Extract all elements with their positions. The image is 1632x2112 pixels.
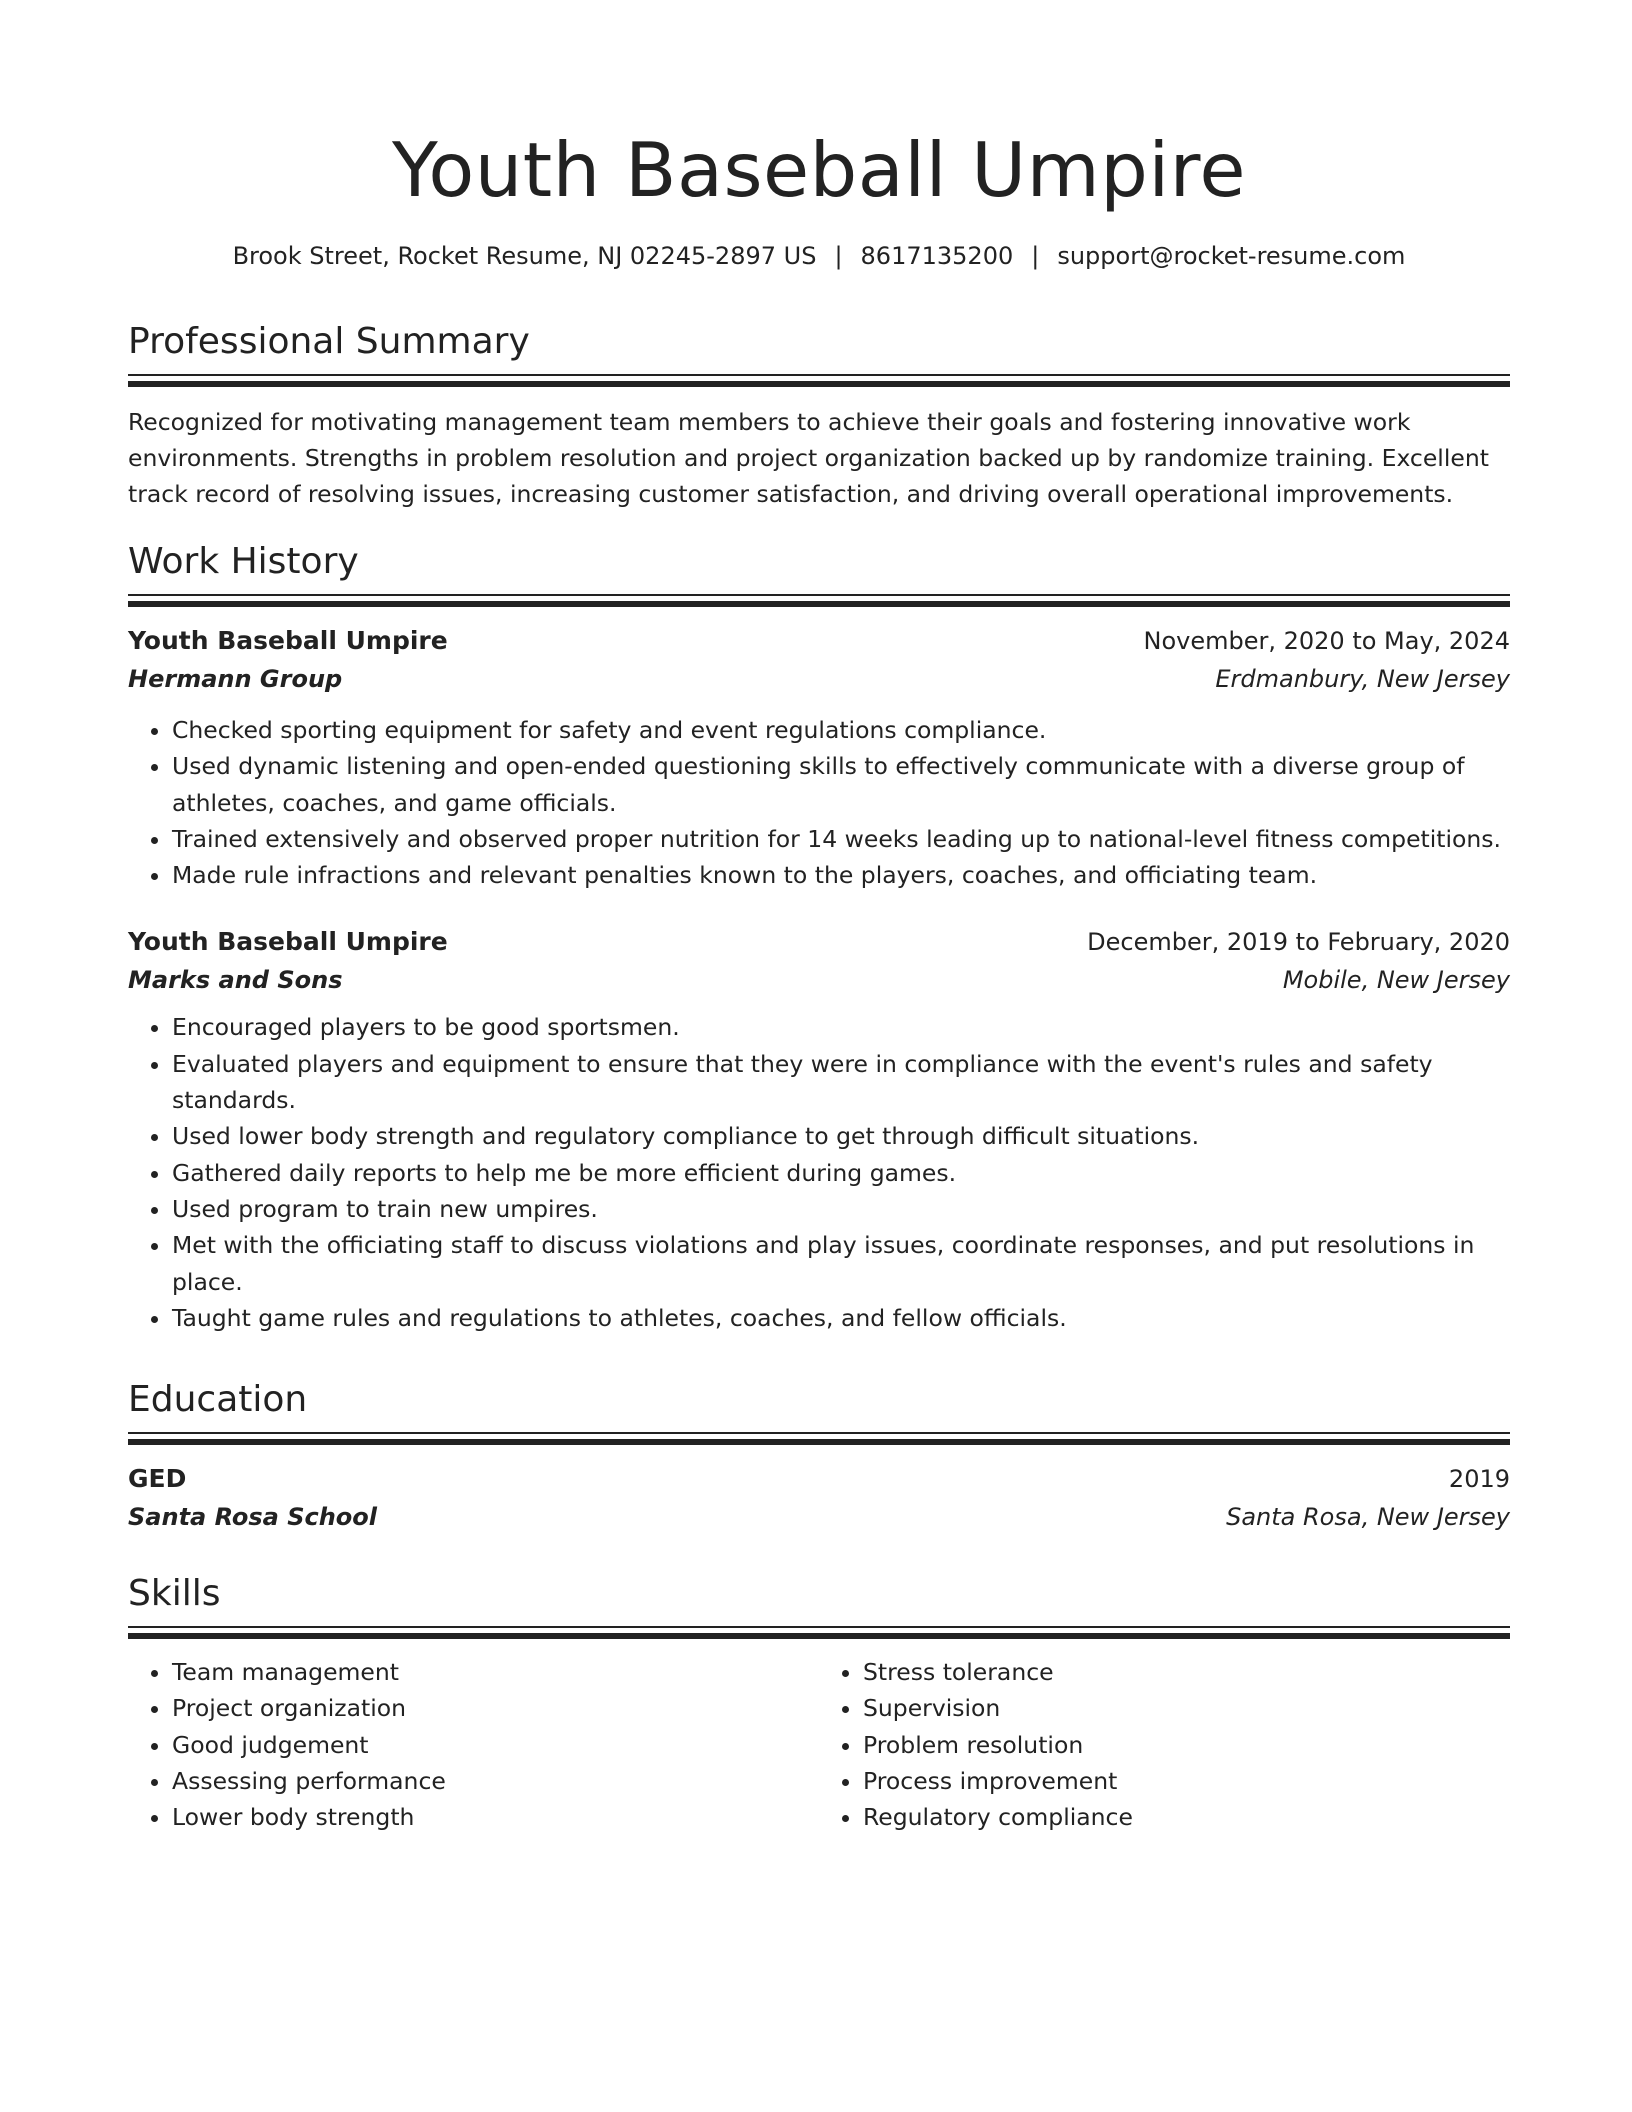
section-divider [128, 594, 1510, 608]
skill-item: • Process improvement [863, 1763, 1510, 1799]
list-item: • Checked sporting equipment for safety and event regulations compliance. [172, 712, 1510, 748]
list-item: • Made rule infractions and relevant penalties known to the players, coaches, and officiating team. [172, 857, 1510, 893]
list-item: • Used program to train new umpires. [172, 1191, 1510, 1227]
job-company: Hermann Group [128, 665, 343, 693]
skills-list-right [819, 1654, 1510, 1835]
skills-list-left [128, 1654, 819, 1835]
section-title-summary: Professional Summary [128, 321, 530, 362]
job-location: Mobile, New Jersey [1282, 966, 1510, 995]
summary-text: Recognized for motivating management team members to achieve their goals and fostering innovative work environments. Strengths in problem resolution and project organization backed up by randomize training. Excellent track record of resolving issues, increasing customer satisfaction, and driving overall operational improvements. [128, 408, 1489, 508]
section-title-work-history: Work History [128, 541, 359, 582]
list-item: • Used dynamic listening and open-ended questioning skills to effectively communicate with a diverse group of athletes, coaches, and game officials. [172, 748, 1510, 821]
section-divider [128, 374, 1510, 388]
list-item: • Evaluated players and equipment to ensure that they were in compliance with the event's rules and safety standards. [172, 1046, 1510, 1119]
contact-phone: 8617135200 [860, 242, 1014, 270]
job-entry [128, 923, 1510, 1336]
skill-item: • Stress tolerance [863, 1654, 1510, 1690]
job-dates: November, 2020 to May, 2024 [1143, 627, 1510, 655]
job-title: Youth Baseball Umpire [128, 626, 448, 655]
section-skills [128, 1570, 1510, 1835]
section-divider [128, 1626, 1510, 1640]
job-location: Erdmanbury, New Jersey [1215, 665, 1510, 693]
education-year: 2019 [1448, 1465, 1510, 1493]
skill-item: • Team management [172, 1654, 819, 1690]
list-item: • Trained extensively and observed proper nutrition for 14 weeks leading up to national-level fitness competitions. [172, 821, 1510, 857]
job-bullets [128, 712, 1510, 893]
contact-address: Brook Street, Rocket Resume, NJ 02245-2897 US [232, 242, 817, 270]
job-bullets [128, 1009, 1510, 1336]
education-degree: GED [128, 1464, 187, 1493]
list-item: • Taught game rules and regulations to athletes, coaches, and fellow officials. [172, 1300, 1510, 1336]
job-title: Youth Baseball Umpire [128, 927, 448, 957]
section-work-history [128, 538, 1510, 1336]
section-title-skills: Skills [128, 1573, 221, 1614]
skill-item: • Lower body strength [172, 1799, 819, 1835]
contact-separator: | [1031, 242, 1040, 270]
skill-item: • Problem resolution [863, 1727, 1510, 1763]
education-school: Santa Rosa School [128, 1503, 377, 1531]
list-item: • Used lower body strength and regulatory compliance to get through difficult situations. [172, 1118, 1510, 1154]
skill-item: • Supervision [863, 1690, 1510, 1726]
job-company: Marks and Sons [128, 966, 343, 995]
section-education [128, 1376, 1510, 1536]
skill-item: • Good judgement [172, 1727, 819, 1763]
list-item: • Encouraged players to be good sportsmen. [172, 1009, 1510, 1045]
skill-item: • Project organization [172, 1690, 819, 1726]
section-divider [128, 1432, 1510, 1446]
section-title-education: Education [128, 1379, 308, 1420]
contact-separator: | [834, 242, 843, 270]
list-item: • Gathered daily reports to help me be more efficient during games. [172, 1155, 1510, 1191]
job-entry [128, 622, 1510, 893]
resume-name: Youth Baseball Umpire [392, 126, 1246, 214]
section-summary [128, 318, 1510, 512]
contact-email: support@rocket-resume.com [1057, 242, 1406, 270]
job-dates: December, 2019 to February, 2020 [1087, 928, 1510, 957]
skill-item: • Assessing performance [172, 1763, 819, 1799]
list-item: • Met with the officiating staff to discuss violations and play issues, coordinate responses, and put resolutions in place. [172, 1227, 1510, 1300]
contact-line [128, 240, 1510, 272]
skill-item: • Regulatory compliance [863, 1799, 1510, 1835]
education-location: Santa Rosa, New Jersey [1226, 1503, 1510, 1531]
